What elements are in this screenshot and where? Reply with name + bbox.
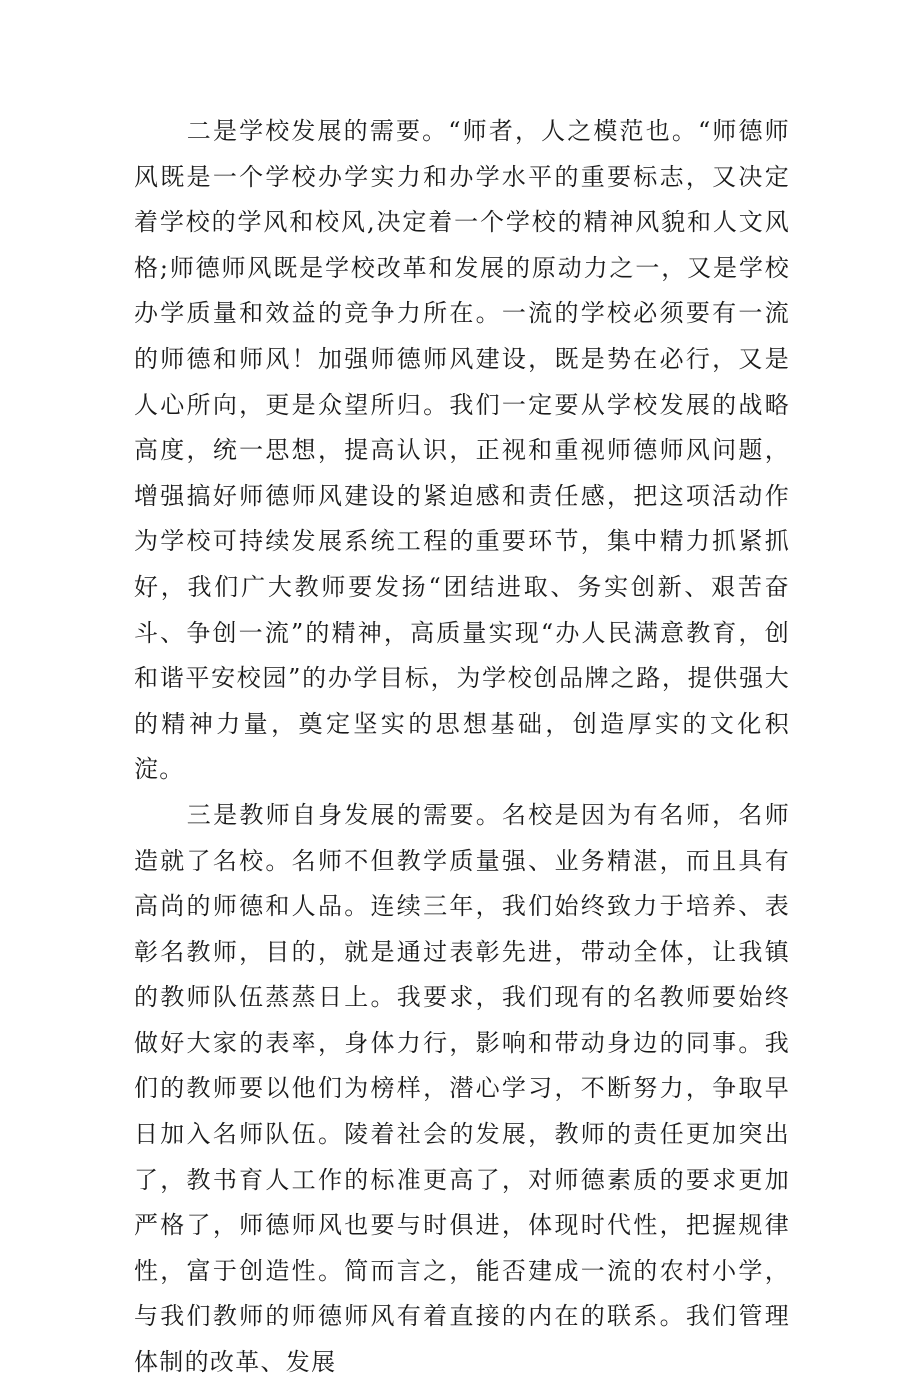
paragraph-school-development: 二是学校发展的需要。“师者，人之模范也。“师德师风既是一个学校办学实力和办学水平的重要标志，又决定着学校的学风和校风,决定着一个学校的精神风貌和人文风格;师德师风既是学校改革和发展的原动力之一，又是学校办学质量和效益的竞争力所在。一流的学校必须要有一流的师德和师风！加强师德师风建设，既是势在必行，又是人心所向，更是众望所归。我们一定要从学校发展的战略高度，统一思想，提高认识，正视和重视师德师风问题，增强搞好师德师风建设的紧迫感和责任感，把这项活动作为学校可持续发展系统工程的重要环节，集中精力抓紧抓好，我们广大教师要发扬“团结进取、务实创新、艰苦奋斗、争创一流”的精神，高质量实现“办人民满意教育，创和谐平安校园”的办学目标，为学校创品牌之路，提供强大的精神力量，奠定坚实的思想基础，创造厚实的文化积淀。 [134, 117, 790, 784]
document-body [134, 109, 790, 1386]
paragraph-teacher-development: 三是教师自身发展的需要。名校是因为有名师，名师造就了名校。名师不但教学质量强、业务精湛，而且具有高尚的师德和人品。连续三年，我们始终致力于培养、表彰名教师，目的，就是通过表彰先进，带动全体，让我镇的教师队伍蒸蒸日上。我要求，我们现有的名教师要始终做好大家的表率，身体力行，影响和带动身边的同事。我们的教师要以他们为榜样，潜心学习，不断努力，争取早日加入名师队伍。陵着社会的发展，教师的责任更加突出了，教书育人工作的标准更高了，对师德素质的要求更加严格了，师德师风也要与时俱进，体现时代性，把握规律性，富于创造性。简而言之，能否建成一流的农村小学，与我们教师的师德师风有着直接的内在的联系。我们管理体制的改革、发展 [134, 800, 790, 1377]
